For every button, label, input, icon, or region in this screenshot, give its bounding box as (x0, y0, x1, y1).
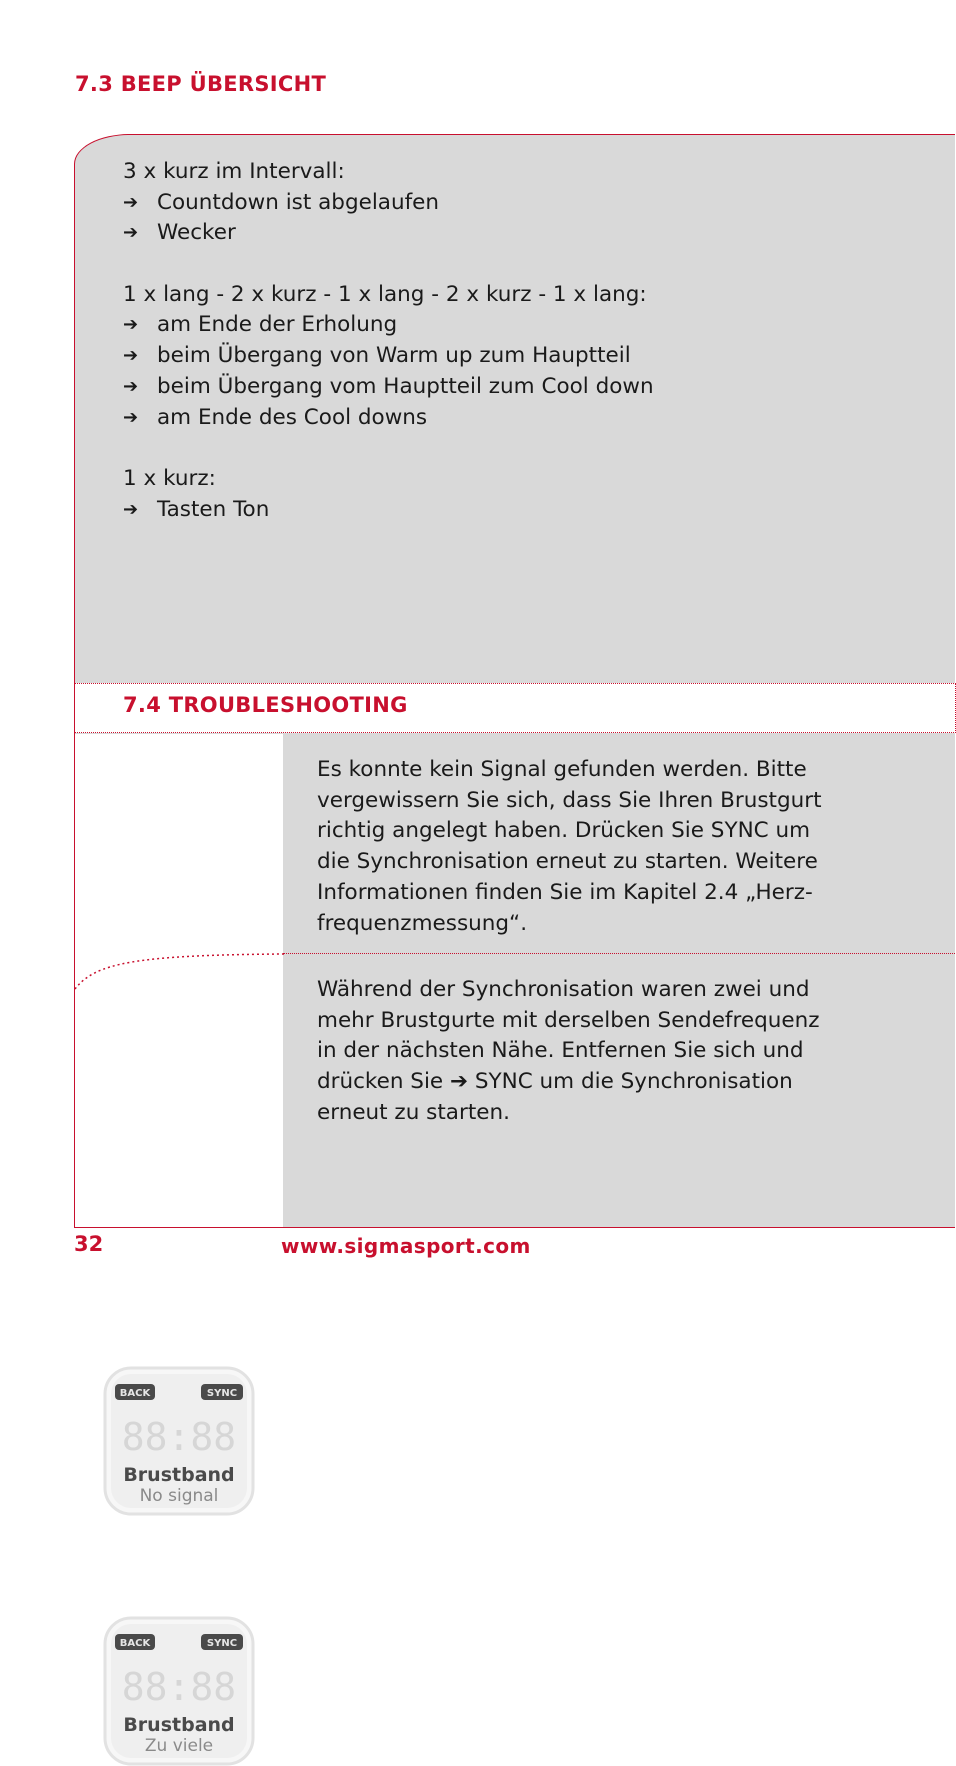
btn-label: BACK (119, 1388, 151, 1399)
digits: 88:88 (121, 1665, 237, 1709)
btn-label: SYNC (206, 1388, 238, 1399)
beep-group-label: 3 x kurz im Intervall: (123, 159, 345, 184)
list-item: ➔ beim Übergang von Warm up zum Hauptteil (123, 341, 654, 372)
btn-label: SYNC (206, 1638, 238, 1649)
list-item: ➔ Wecker (123, 218, 654, 249)
footer-url: www.sigmasport.com (281, 1234, 531, 1258)
arrow-icon: ➔ (123, 314, 139, 336)
arrow-icon: ➔ (123, 191, 139, 213)
row-divider-curve (75, 953, 285, 993)
btn-label: BACK (119, 1638, 151, 1649)
display-line1: Brustband (123, 1714, 235, 1736)
beep-list (123, 157, 654, 525)
row-divider (283, 953, 955, 954)
beep-group-label: 1 x kurz: (123, 465, 216, 491)
list-item: ➔ Tasten Ton (123, 495, 654, 526)
list-item: ➔ beim Übergang vom Hauptteil zum Cool down (123, 372, 654, 403)
device-display-too-many (103, 1616, 255, 1766)
list-item: ➔ am Ende des Cool downs (123, 403, 654, 434)
device-display-no-signal (103, 1366, 255, 1516)
arrow-icon: ➔ (123, 345, 139, 367)
list-item: ➔ am Ende der Erholung (123, 310, 654, 341)
list-item: ➔ Countdown ist abgelaufen (123, 188, 654, 219)
section-title-beep: 7.3 BEEP ÜBERSICHT (75, 72, 327, 96)
arrow-icon: ➔ (123, 406, 139, 428)
display-line2: Zu viele (144, 1736, 214, 1756)
arrow-icon: ➔ (123, 498, 139, 520)
display-line2: No signal (139, 1486, 219, 1506)
section-title-troubleshooting: 7.4 TROUBLESHOOTING (123, 693, 408, 717)
troubleshooting-header-bar (75, 683, 956, 733)
digits: 88:88 (121, 1415, 237, 1459)
arrow-icon: ➔ (123, 222, 139, 244)
page-number: 32 (74, 1232, 104, 1256)
beep-group-label: 1 x lang - 2 x kurz - 1 x lang - 2 x kurz - 1 x lang: (123, 281, 647, 307)
arrow-icon: ➔ (123, 375, 139, 397)
trouble-text-no-signal: Es konnte kein Signal gefunden werden. Bitte vergewissern Sie sich, dass Sie Ihren Brustgurt richtig angelegt haben. Drücken Sie SYNC um die Synchronisation erneut zu starten. Weitere Informationen finden Sie im Kapitel 2.4 „Herz- frequenzmessung“. (317, 757, 822, 936)
trouble-text-too-many: Während der Synchronisation waren zwei und mehr Brustgurte mit derselben Sendefrequenz in der nächsten Nähe. Entfernen Sie sich und drücken Sie ➔ SYNC um die Synchronisation erneut zu starten. (317, 977, 820, 1125)
display-line1: Brustband (123, 1464, 235, 1486)
